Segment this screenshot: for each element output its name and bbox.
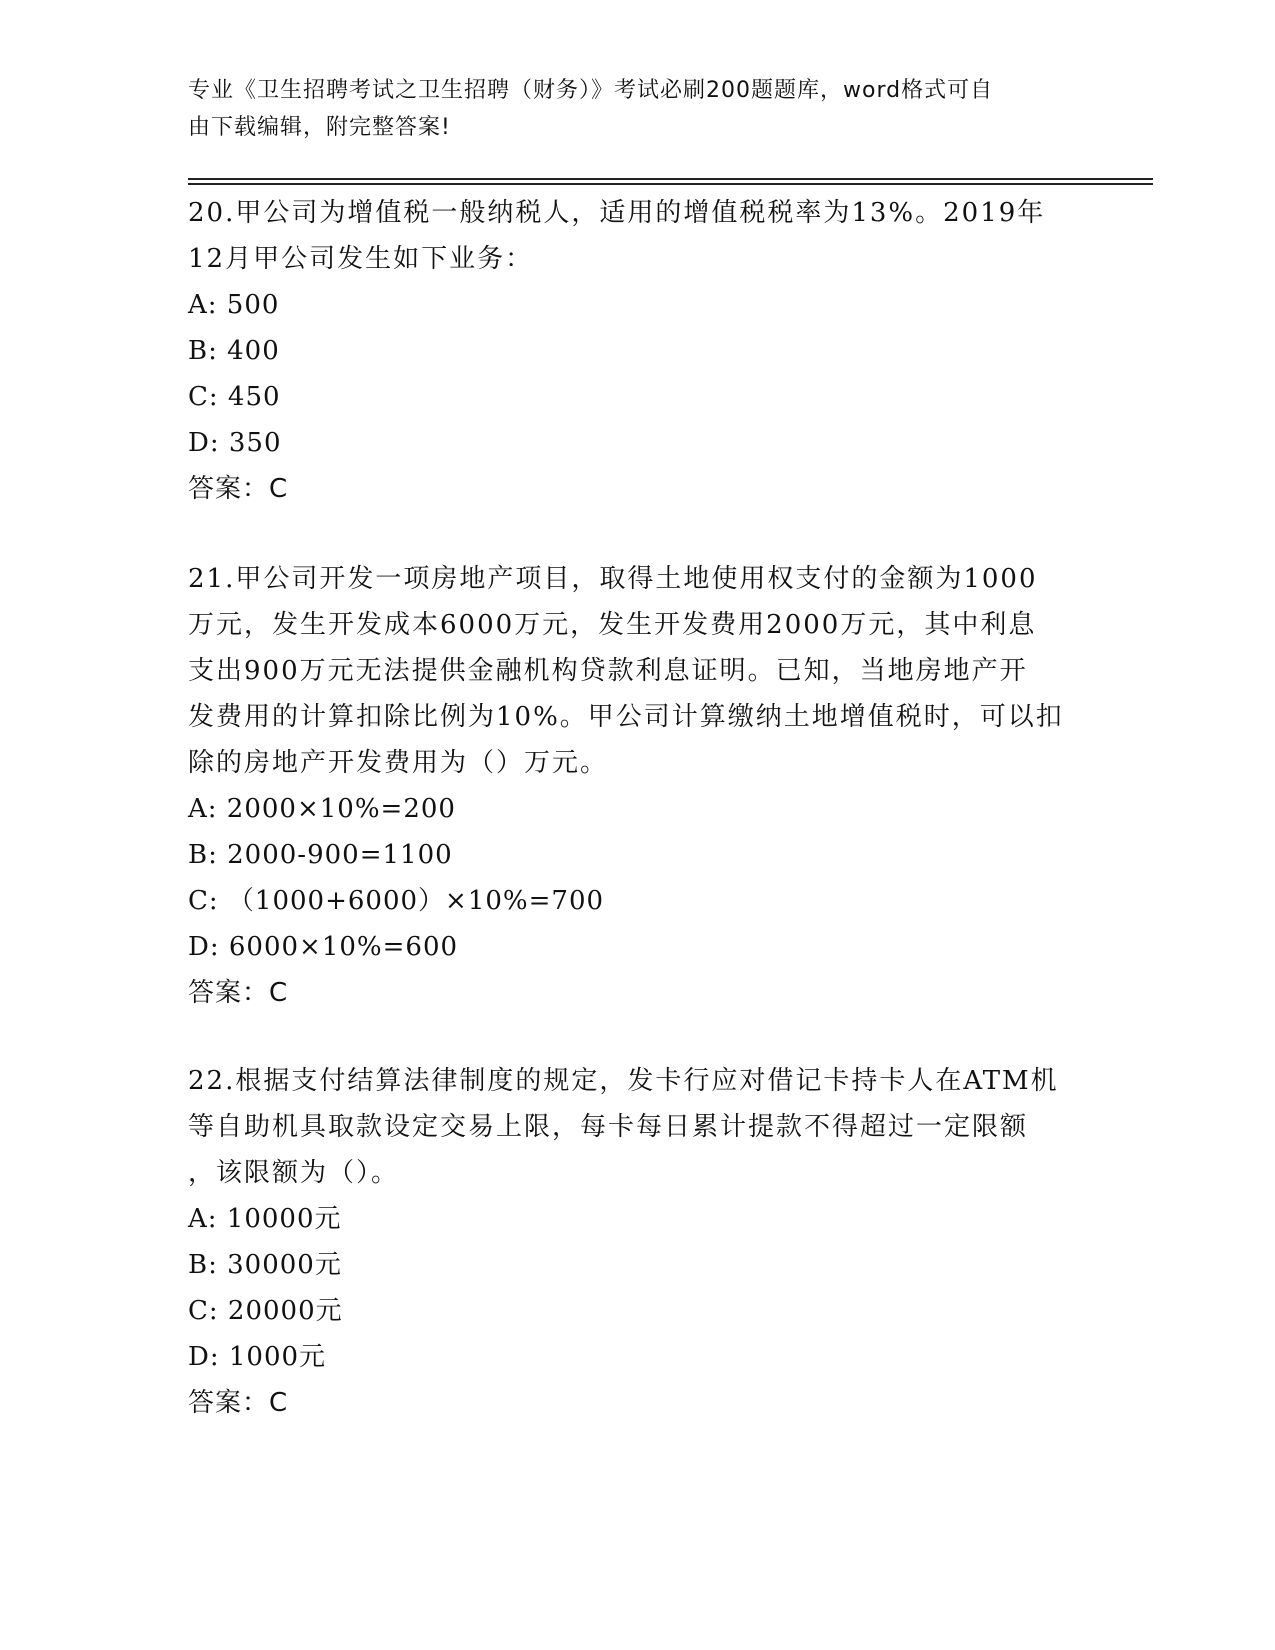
option-b: B: 2000-900=1100 bbox=[188, 840, 453, 870]
question-21 bbox=[188, 556, 1088, 1016]
option-c: C: 20000元 bbox=[188, 1296, 343, 1326]
question-line: 12月甲公司发生如下业务： bbox=[188, 244, 534, 274]
answer: 答案：C bbox=[188, 474, 289, 504]
option-c: C: 450 bbox=[188, 382, 281, 412]
option-a: A: 500 bbox=[188, 290, 280, 320]
question-text bbox=[188, 190, 1088, 282]
question-line: 20.甲公司为增值税一般纳税人，适用的增值税税率为13%。2019年 bbox=[188, 198, 1046, 228]
question-line: 发费用的计算扣除比例为10%。甲公司计算缴纳土地增值税时，可以扣 bbox=[188, 702, 1064, 732]
question-line: 21.甲公司开发一项房地产项目，取得土地使用权支付的金额为1000 bbox=[188, 564, 1038, 594]
option-list bbox=[188, 786, 1088, 970]
header-line-1: 专业《卫生招聘考试之卫生招聘（财务）》考试必刷200题题库，word格式可自 bbox=[188, 78, 994, 103]
option-d: D: 1000元 bbox=[188, 1342, 327, 1372]
option-b: B: 400 bbox=[188, 336, 280, 366]
question-line: ，该限额为（）。 bbox=[188, 1158, 400, 1188]
question-text bbox=[188, 556, 1088, 786]
header-divider-bottom bbox=[188, 183, 1153, 185]
question-20 bbox=[188, 190, 1088, 512]
option-d: D: 6000×10%=600 bbox=[188, 932, 459, 962]
option-list bbox=[188, 282, 1088, 466]
option-a: A: 10000元 bbox=[188, 1204, 342, 1234]
header-divider-top bbox=[188, 178, 1153, 180]
answer: 答案：C bbox=[188, 978, 289, 1008]
question-line: 22.根据支付结算法律制度的规定，发卡行应对借记卡持卡人在ATM机 bbox=[188, 1066, 1059, 1096]
question-22 bbox=[188, 1058, 1088, 1426]
question-line: 等自助机具取款设定交易上限，每卡每日累计提款不得超过一定限额 bbox=[188, 1112, 1029, 1142]
option-b: B: 30000元 bbox=[188, 1250, 342, 1280]
question-line: 万元，发生开发成本6000万元，发生开发费用2000万元，其中利息 bbox=[188, 610, 1037, 640]
option-d: D: 350 bbox=[188, 428, 282, 458]
question-line: 支出900万元无法提供金融机构贷款利息证明。已知，当地房地产开 bbox=[188, 656, 1028, 686]
option-a: A: 2000×10%=200 bbox=[188, 794, 456, 824]
header-line-2: 由下载编辑，附完整答案! bbox=[188, 115, 451, 140]
option-list bbox=[188, 1196, 1088, 1380]
question-text bbox=[188, 1058, 1088, 1196]
question-line: 除的房地产开发费用为（）万元。 bbox=[188, 748, 609, 778]
document-header bbox=[188, 72, 1068, 146]
option-c: C: （1000+6000）×10%=700 bbox=[188, 886, 605, 916]
answer: 答案：C bbox=[188, 1388, 289, 1418]
